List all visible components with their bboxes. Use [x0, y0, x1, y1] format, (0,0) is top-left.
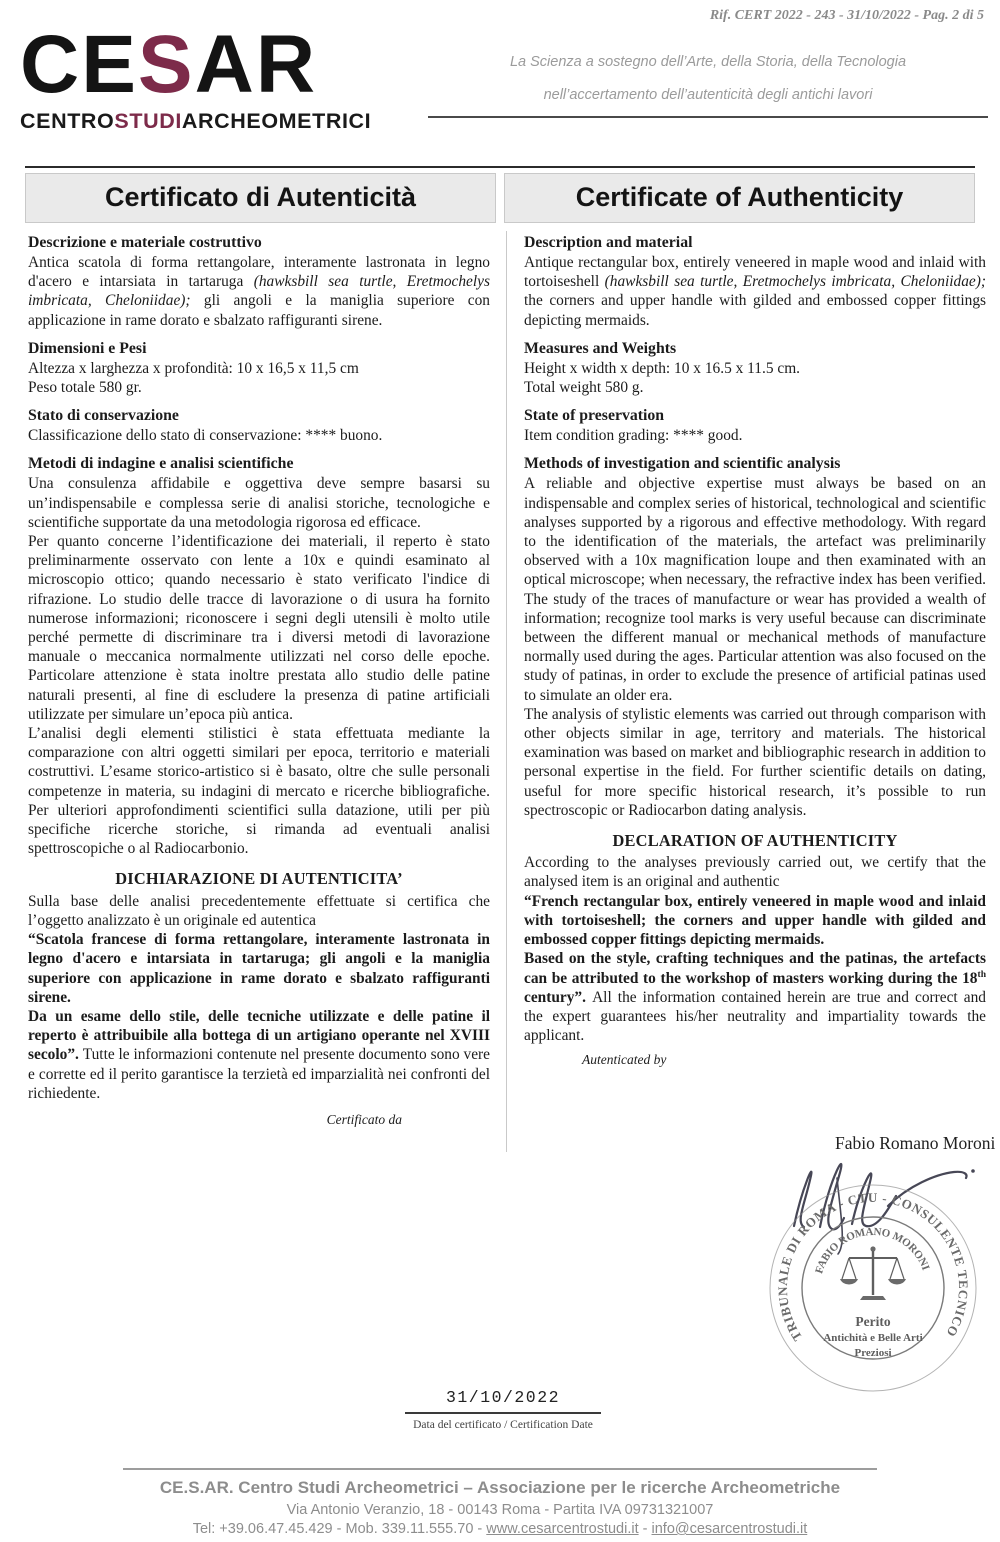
logo-part: CE — [20, 19, 138, 110]
stamp-arc-name: FABIO ROMANO MORONI — [813, 1225, 932, 1276]
expert-name: Fabio Romano Moroni — [835, 1133, 996, 1153]
line-dimensioni: Altezza x larghezza x profondità: 10 x 16,5 x 11,5 cm — [28, 359, 359, 377]
heading-methods: Methods of investigation and scientific analysis — [524, 455, 841, 473]
tagline-line1: La Scienza a sostegno dell’Arte, della Storia, della Tecnologia — [509, 54, 907, 70]
logo-subtitle — [20, 109, 371, 134]
column-english — [524, 231, 986, 1070]
certificate-date-block — [405, 1388, 601, 1431]
certified-by-label: Certificato da — [326, 1111, 402, 1127]
heading-preservation: State of preservation — [524, 407, 665, 425]
declaration-attribution-it: Da un esame dello stile, delle tecniche utilizzate e delle patine il reperto è attribuibile alla bottega di un artigiano operante nel XVIII secolo”. Tutte le informazioni contenute nel presente documento sono vere e corrette ed il perito garantisce la terzietà ed imparzialità nei confronti del richiedente. — [28, 1007, 490, 1102]
heading-description: Description and material — [524, 234, 693, 251]
email-link[interactable]: info@cesarcentrostudi.it — [651, 1521, 808, 1537]
heading-descrizione: Descrizione e materiale costruttivo — [28, 234, 262, 251]
heading-metodi: Metodi di indagine e analisi scientifiche — [28, 455, 294, 473]
title-italian: Certificato di Autenticità — [25, 173, 496, 223]
certificate-date-caption: Data del certificato / Certification Date — [413, 1419, 593, 1431]
paragraph-metodi-1: Una consulenza affidabile e oggettiva deve sempre basarsi su un’indispensabile e complessa serie di analisi storiche, tecnologiche e scientifiche supportate da una metodologia rigorosa ed efficace. — [28, 475, 490, 531]
paragraph-methods-2: The analysis of stylistic elements was carried out through comparison with other objects similar in age, territory and materials. The historical examination was based on market and bibliographic research in addition to personal expertise in the field. For further scientific details on dating, useful for more specific historical research, it’s possible to run spectroscopic or Radiocarbon dating analysis. — [524, 705, 986, 819]
column-italian — [28, 231, 490, 1129]
footer-separator: - — [638, 1521, 652, 1537]
line-classificazione: Classificazione dello stato di conservazione: **** buono. — [28, 427, 383, 445]
footer-phone: Tel: +39.06.47.45.429 - Mob. 339.11.555.70 - — [192, 1521, 487, 1537]
logo-accent-letter: S — [137, 19, 195, 110]
declaration-intro-it: Sulla base delle analisi precedentemente effettuate si certifica che l’oggetto analizzato è un originale ed autentica — [28, 892, 490, 929]
website-link[interactable]: www.cesarcentrostudi.it — [486, 1521, 639, 1537]
footer-contacts — [0, 1521, 1000, 1537]
logo-sub-part: CENTRO — [20, 109, 115, 133]
column-divider — [506, 231, 507, 1152]
line-weight: Total weight 580 g. — [524, 379, 644, 397]
declaration-heading-en: DECLARATION OF AUTHENTICITY — [612, 831, 898, 851]
footer-org-name: CE.S.AR. Centro Studi Archeometrici – Associazione per le ricerche Archeometriche — [159, 1478, 841, 1497]
declaration-intro-en: According to the analyses previously carried out, we certify that the analysed item is an original and authentic — [524, 854, 986, 891]
certificate-date: 31/10/2022 — [405, 1388, 601, 1414]
paragraph-metodi-3: L’analisi degli elementi stilistici è stata effettuata mediante la comparazione con altri oggetti similari per epoca, territorio e materiali costruttivi. L’esame storico-artistico si è basato, oltre che sulle personali competenze in materia, su indagini di mercato e ricerche bibliografiche. Per ulteriori approfondimenti scientifici sulla datazione, utili per più specifiche ricerche storiche, si rimanda ad eventuali analisi spettroscopiche o al Radiocarbonio. — [28, 725, 490, 858]
page-reference: Rif. CERT 2022 - 243 - 31/10/2022 - Pag. 2 di 5 — [709, 8, 984, 23]
header-taglines — [428, 54, 988, 103]
title-english: Certificate of Authenticity — [504, 173, 975, 223]
heading-dimensioni: Dimensioni e Pesi — [28, 339, 147, 357]
footer-address: Via Antonio Veranzio, 18 - 00143 Roma - Partita IVA 09731321007 — [286, 1502, 714, 1518]
title-band — [25, 173, 975, 223]
stamp-role: Perito — [855, 1314, 891, 1329]
logo-sub-part: ARCHEOMETRICI — [181, 109, 372, 133]
paragraph-descrizione: Antica scatola di forma rettangolare, interamente lastronata in legno d'acero e intarsiata in tartaruga (hawksbill sea turtle, Eretmochelys imbricata, Cheloniidae); gli angoli e la maniglia superiore con applicazione in rame dorato e sbalzato raffiguranti sirene. — [28, 254, 490, 329]
line-measures: Height x width x depth: 10 x 16.5 x 11.5 cm. — [524, 359, 801, 377]
stamp-ring-text: TRIBUNALE DI ROMA - CTU - CONSULENTE TECNICO — [774, 1189, 972, 1344]
stamp-specialty: Antichità e Belle Arti — [823, 1332, 923, 1344]
logo-sub-accent: STUDI — [114, 109, 182, 133]
declaration-attribution-en: Based on the style, crafting techniques and the patinas, the artefacts can be attributed to the workshop of masters working during the 18th century”. All the information contained herein are true and correct and the expert guarantees his/her neutrality and impartiality towards the applicant. — [524, 950, 987, 1045]
header-divider — [428, 116, 988, 118]
paragraph-metodi-2: Per quanto concerne l’identificazione dei materiali, il reperto è stato preliminarmente osservato con lente a 10x e quindi esaminato al microscopio ottico; quando necessario è stato verificato l'indice di rifrazione. Lo studio delle tracce di lavorazione o di usura ha fornito numerose informazioni; riconoscere i segni degli utensili è molto utile perché permette di discriminare tra i diversi metodi di lavorazione manuale o meccanica normalmente utilizzati nel corso delle epoche. Particolare attenzione è stata inoltre prestata allo studio delle patine naturali presenti, al fine di escludere la presenza di patine artificiali utilizzate per simulare un’epoca più antica. — [28, 533, 490, 723]
scales-icon — [840, 1246, 906, 1300]
logo-part: AR — [194, 19, 318, 110]
logo-wordmark — [20, 19, 371, 110]
tagline-line2: nell’accertamento dell’autenticità degli antichi lavori — [543, 87, 873, 103]
declaration-heading-it: DICHIARAZIONE DI AUTENTICITA’ — [115, 869, 403, 889]
heading-stato: Stato di conservazione — [28, 407, 179, 425]
authenticated-by-label: Autenticated by — [582, 1052, 667, 1068]
stamp-specialty-2: Preziosi — [854, 1347, 892, 1359]
content-top-rule — [25, 166, 975, 168]
declaration-quote-it: “Scatola francese di forma rettangolare, interamente lastronata in legno d'acero e intarsiata in tartaruga; gli angoli e la maniglia superiore con applicazione in rame dorato e sbalzato raffiguranti sirene. — [28, 931, 490, 1006]
line-peso: Peso totale 580 gr. — [28, 379, 142, 397]
paragraph-description: Antique rectangular box, entirely veneered in maple wood and inlaid with tortoiseshell (hawksbill sea turtle, Eretmochelys imbricata, Cheloniidae); the corners and upper handle with gilded and embossed copper fittings depicting mermaids. — [524, 254, 986, 329]
expert-round-stamp — [763, 1178, 983, 1398]
cesar-logo — [20, 19, 372, 134]
line-grading: Item condition grading: **** good. — [524, 427, 743, 445]
paragraph-methods-1: A reliable and objective expertise must always be based on an indispensable and complex series of historical, technological and scientific analyses supported by a rigorous and effective methodology. With regard to the identification of the materials, the artefact was preliminarily observed with a 10x magnification loupe and then examinated with an optical microscope; when necessary, the refractive index has been verified. The study of the traces of manufacture or wear has provided a wealth of information; recognize tool marks is very useful because can discriminate between the different manual or mechanical methods of manufacture normally used during the ages. Particular attention was also focused on the study of patinas, in order to exclude the presence of artificial patinas used to simulate an older era. — [524, 475, 986, 704]
declaration-quote-en: “French rectangular box, entirely veneered in maple wood and inlaid with tortoiseshell; the corners and upper handle with gilded and embossed copper fittings depicting mermaids. — [524, 892, 986, 949]
footer-divider — [123, 1468, 877, 1470]
heading-measures: Measures and Weights — [524, 339, 677, 357]
